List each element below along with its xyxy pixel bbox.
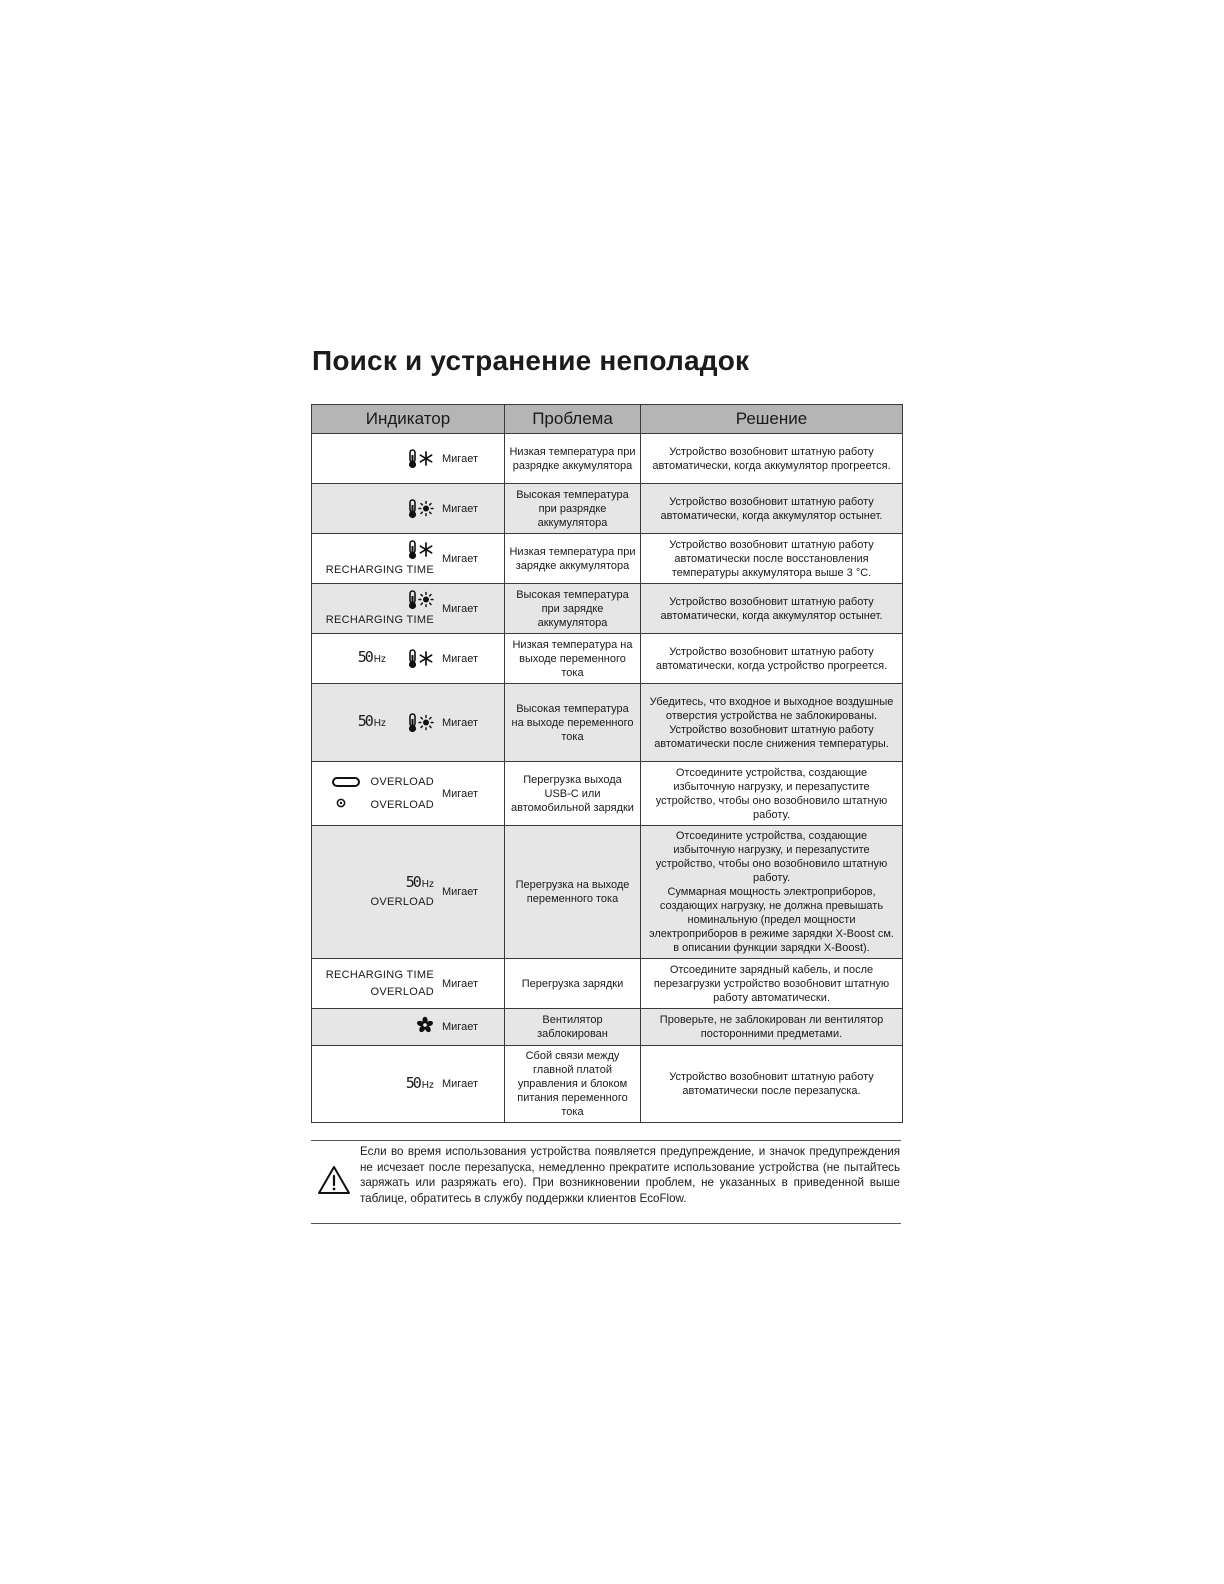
recharging-time-label: RECHARGING TIME: [325, 969, 434, 981]
indicator-cell: [312, 634, 505, 684]
table-row: [312, 434, 903, 484]
flash-status: Мигает: [442, 652, 478, 665]
table-row: [312, 584, 903, 634]
car-charger-icon: [336, 797, 360, 813]
problem-cell: Низкая температура при разрядке аккумулятора: [505, 434, 641, 484]
indicator-cell: [312, 826, 505, 959]
table-row: [312, 1009, 903, 1046]
page-title: Поиск и устранение неполадок: [312, 345, 750, 376]
recharging-time-label: RECHARGING TIME: [325, 614, 434, 626]
problem-cell: Вентилятор заблокирован: [505, 1009, 641, 1046]
indicator-cell: [312, 484, 505, 534]
thermometer-cold-icon: [406, 540, 434, 560]
problem-cell: Высокая температура на выходе переменного тока: [505, 684, 641, 762]
indicator-cell: [312, 1009, 505, 1046]
indicator-cell: [312, 762, 505, 826]
table-row: [312, 534, 903, 584]
thermometer-hot-icon: [406, 590, 434, 610]
warning-text: Если во время использования устройства появляется предупреждение, и значок предупреждения не исчезает после перезапуска, немедленно прекратите использование устройства (не пытайтесь заряжать или разряжать его). При возникновении проблем, не указанных в приведенной выше таблице, обратитесь в службу поддержки клиентов EcoFlow.: [360, 1145, 900, 1205]
table-header-row: [312, 405, 903, 434]
header-indicator: Индикатор: [312, 405, 505, 434]
flash-status: Мигает: [442, 502, 478, 515]
overload-label: OVERLOAD: [370, 986, 434, 998]
flash-status: Мигает: [442, 1021, 478, 1033]
indicator-cell: [312, 1046, 505, 1123]
problem-cell: Высокая температура при разрядке аккумулятора: [505, 484, 641, 534]
indicator-cell: [312, 684, 505, 762]
table-row: [312, 959, 903, 1009]
thermometer-hot-icon: [406, 713, 434, 733]
ac-frequency-display: 50 Hz: [357, 648, 386, 666]
indicator-cell: [312, 534, 505, 584]
solution-cell: Устройство возобновит штатную работу автоматически, когда аккумулятор прогреется.: [641, 434, 903, 484]
solution-cell: Отсоедините устройства, создающие избыточную нагрузку, и перезапустите устройство, чтобы оно возобновило штатную работу. Суммарная мощность электроприборов, создающих нагрузку, не должна превышать номинальную (предел мощности электроприборов в режиме зарядки X-Boost см. в описании функции зарядки X-Boost).: [641, 826, 903, 959]
flash-status: Мигает: [442, 886, 478, 898]
table-row: [312, 634, 903, 684]
thermometer-hot-icon: [406, 499, 434, 519]
problem-cell: Высокая температура при зарядке аккумулятора: [505, 584, 641, 634]
thermometer-cold-icon: [406, 649, 434, 669]
ac-frequency-display: 50 Hz: [405, 1073, 434, 1092]
table-row: [312, 826, 903, 959]
fan-icon: [416, 1016, 434, 1038]
solution-cell: Отсоедините зарядный кабель, и после перезагрузки устройство возобновит штатную работу автоматически.: [641, 959, 903, 1009]
table-row: [312, 762, 903, 826]
table-row: [312, 484, 903, 534]
indicator-cell: [312, 584, 505, 634]
solution-cell: Устройство возобновит штатную работу автоматически после восстановления температуры аккумулятора выше 3 °C.: [641, 534, 903, 584]
ac-frequency-display: 50 Hz: [405, 873, 434, 891]
flash-status: Мигает: [442, 716, 478, 729]
solution-cell: Устройство возобновит штатную работу автоматически, когда аккумулятор остынет.: [641, 484, 903, 534]
table-row: [312, 684, 903, 762]
flash-status: Мигает: [442, 787, 478, 800]
recharging-time-label: RECHARGING TIME: [325, 564, 434, 576]
overload-label: OVERLOAD: [370, 896, 434, 908]
flash-status: Мигает: [442, 452, 478, 465]
solution-cell: Устройство возобновит штатную работу автоматически, когда устройство прогреется.: [641, 634, 903, 684]
usb-c-icon: [332, 777, 360, 787]
problem-cell: Низкая температура при зарядке аккумулятора: [505, 534, 641, 584]
problem-cell: Перегрузка выхода USB-C или автомобильной зарядки: [505, 762, 641, 826]
solution-cell: Проверьте, не заблокирован ли вентилятор посторонними предметами.: [641, 1009, 903, 1046]
flash-status: Мигает: [442, 552, 478, 565]
overload-label: OVERLOAD: [370, 775, 434, 788]
solution-cell: Устройство возобновит штатную работу автоматически, когда аккумулятор остынет.: [641, 584, 903, 634]
flash-status: Мигает: [442, 602, 478, 615]
thermometer-cold-icon: [406, 449, 434, 469]
header-problem: Проблема: [505, 405, 641, 434]
indicator-cell: [312, 959, 505, 1009]
table-row: [312, 1046, 903, 1123]
troubleshooting-table: [311, 404, 903, 1123]
flash-status: Мигает: [442, 1078, 478, 1090]
problem-cell: Низкая температура на выходе переменного тока: [505, 634, 641, 684]
solution-cell: Устройство возобновит штатную работу автоматически после перезапуска.: [641, 1046, 903, 1123]
solution-cell: Отсоедините устройства, создающие избыточную нагрузку, и перезапустите устройство, чтобы оно возобновило штатную работу.: [641, 762, 903, 826]
warning-triangle-icon: [317, 1165, 351, 1200]
problem-cell: Перегрузка зарядки: [505, 959, 641, 1009]
warning-notice: [311, 1140, 901, 1224]
header-solution: Решение: [641, 405, 903, 434]
problem-cell: Сбой связи между главной платой управления и блоком питания переменного тока: [505, 1046, 641, 1123]
flash-status: Мигает: [442, 977, 478, 990]
indicator-cell: [312, 434, 505, 484]
overload-label: OVERLOAD: [370, 798, 434, 811]
ac-frequency-display: 50 Hz: [357, 712, 386, 730]
solution-cell: Убедитесь, что входное и выходное воздушные отверстия устройства не заблокированы. Устройство возобновит штатную работу автоматически после снижения температуры.: [641, 684, 903, 762]
problem-cell: Перегрузка на выходе переменного тока: [505, 826, 641, 959]
